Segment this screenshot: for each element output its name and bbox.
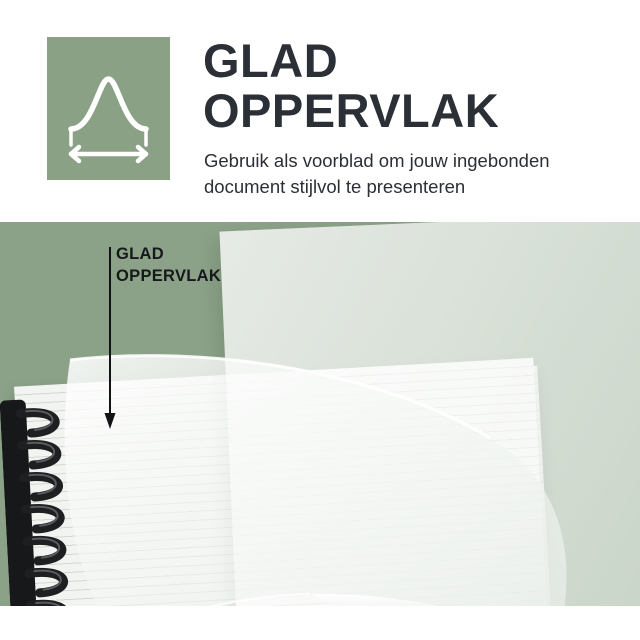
callout	[103, 243, 283, 287]
title-line-1: GLAD	[203, 34, 339, 87]
bottom-white-strip	[0, 606, 640, 640]
product-photo	[0, 222, 640, 640]
down-arrow-icon	[103, 245, 117, 431]
callout-label-line-2: OPPERVLAK	[116, 267, 222, 285]
subtitle	[204, 148, 634, 200]
feature-icon-badge	[47, 37, 170, 180]
page-title	[203, 36, 623, 136]
title-line-2: OPPERVLAK	[203, 84, 500, 137]
subtitle-line-1: Gebruik als voorblad om jouw ingebonden	[204, 150, 550, 171]
header-banner	[0, 0, 640, 222]
smooth-surface-curve-icon	[47, 37, 170, 180]
callout-label-line-1: GLAD	[116, 245, 164, 263]
black-plastic-comb-binding	[0, 396, 108, 640]
transparent-cover-sheet-curl	[60, 342, 600, 640]
subtitle-line-2: document stijlvol te presenteren	[204, 176, 466, 197]
